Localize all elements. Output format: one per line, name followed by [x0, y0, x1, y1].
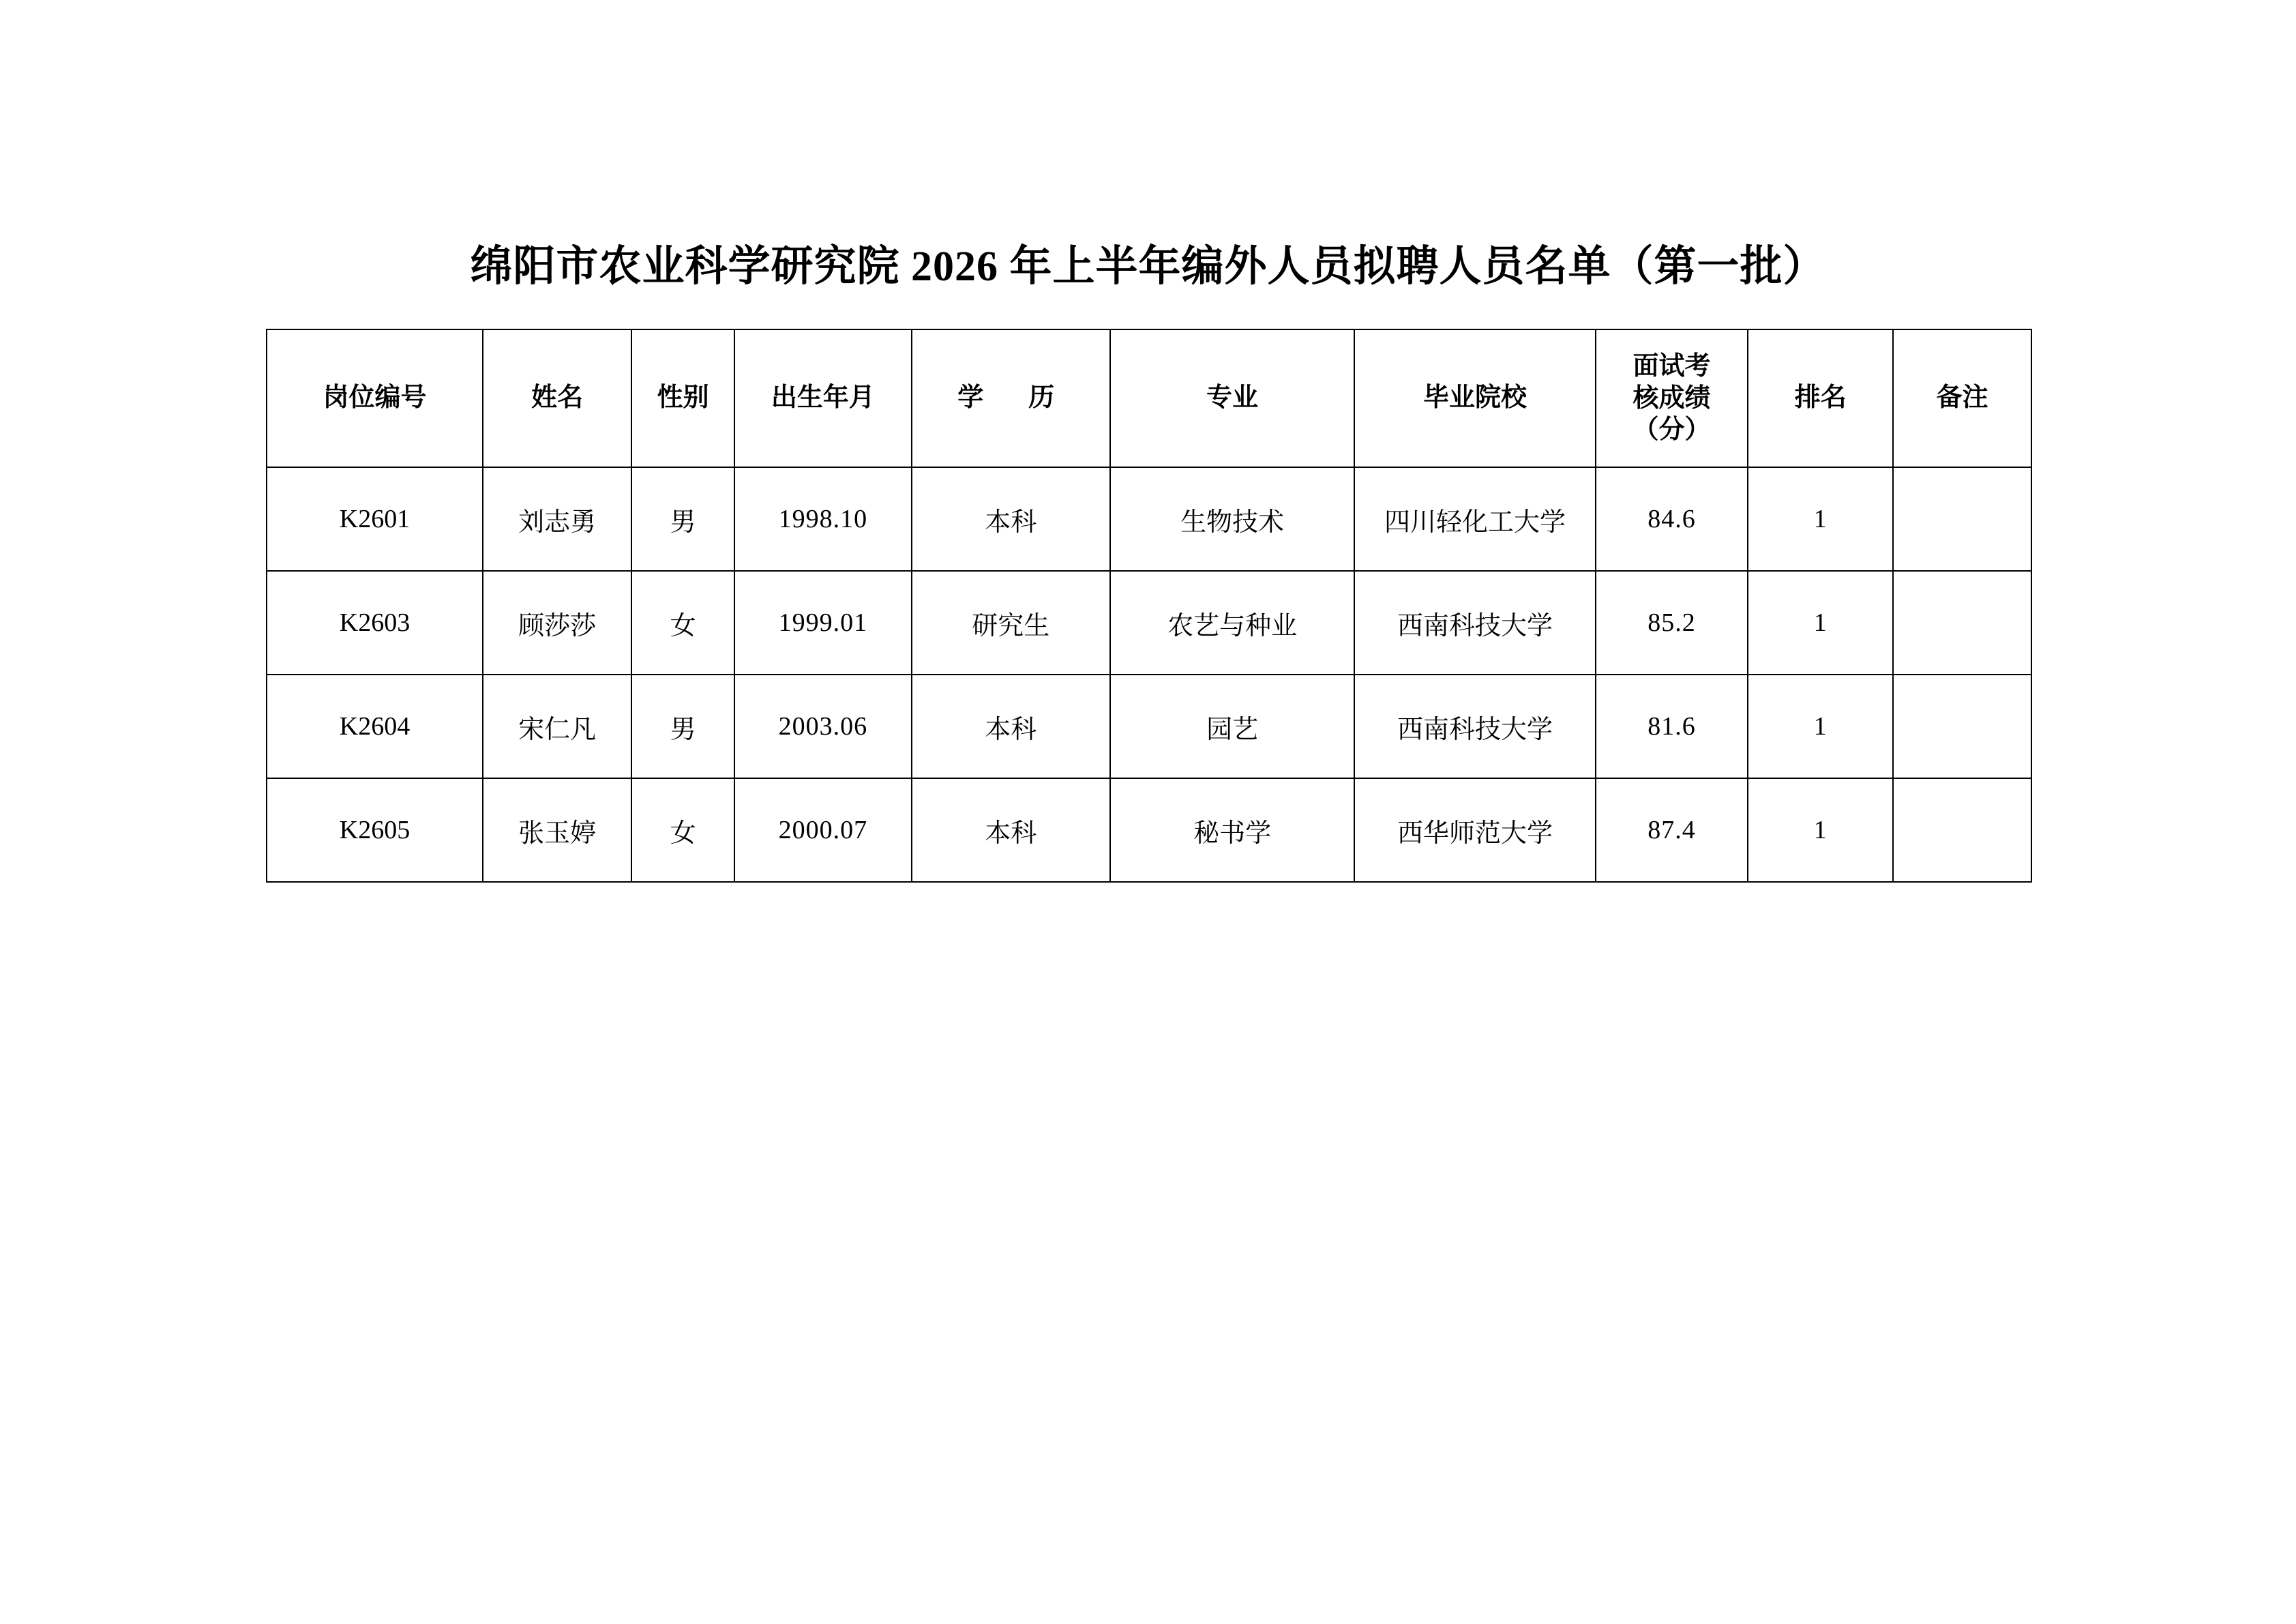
cell-remark: [1893, 778, 2031, 882]
cell-birth: 1998.10: [734, 467, 912, 571]
table-row: [267, 778, 2031, 882]
cell-code: K2604: [267, 675, 483, 778]
cell-major: 园艺: [1110, 675, 1355, 778]
cell-code: K2603: [267, 571, 483, 675]
header-cell-birth: 出生年月: [734, 329, 912, 467]
header-score-line1: 面试考: [1632, 352, 1711, 381]
cell-education: 研究生: [912, 571, 1110, 675]
cell-education: 本科: [912, 778, 1110, 882]
cell-rank: 1: [1748, 571, 1893, 675]
table-body: [267, 467, 2031, 882]
header-cell-name: 姓名: [483, 329, 631, 467]
cell-major: 生物技术: [1110, 467, 1355, 571]
cell-birth: 2000.07: [734, 778, 912, 882]
cell-gender: 女: [631, 571, 734, 675]
cell-school: 西南科技大学: [1354, 675, 1595, 778]
header-cell-school: 毕业院校: [1354, 329, 1595, 467]
header-cell-education: 学 历: [912, 329, 1110, 467]
cell-rank: 1: [1748, 675, 1893, 778]
table-header: [267, 329, 2031, 467]
table-row: [267, 675, 2031, 778]
cell-gender: 男: [631, 467, 734, 571]
cell-school: 四川轻化工大学: [1354, 467, 1595, 571]
cell-gender: 男: [631, 675, 734, 778]
table-row: [267, 571, 2031, 675]
cell-name: 顾莎莎: [483, 571, 631, 675]
cell-code: K2601: [267, 467, 483, 571]
cell-school: 西华师范大学: [1354, 778, 1595, 882]
header-cell-remark: 备注: [1893, 329, 2031, 467]
cell-major: 秘书学: [1110, 778, 1355, 882]
header-cell-code: 岗位编号: [267, 329, 483, 467]
cell-school: 西南科技大学: [1354, 571, 1595, 675]
cell-score: 87.4: [1596, 778, 1748, 882]
header-cell-major: 专业: [1110, 329, 1355, 467]
cell-score: 81.6: [1596, 675, 1748, 778]
roster-table: [266, 329, 2032, 883]
table-row: [267, 467, 2031, 571]
cell-birth: 2003.06: [734, 675, 912, 778]
header-row: [267, 329, 2031, 467]
cell-code: K2605: [267, 778, 483, 882]
cell-score: 85.2: [1596, 571, 1748, 675]
page-title: 绵阳市农业科学研究院 2026 年上半年编外人员拟聘人员名单（第一批）: [470, 243, 1826, 290]
cell-major: 农艺与种业: [1110, 571, 1355, 675]
header-score-line2: 核成绩: [1632, 383, 1711, 413]
cell-score: 84.6: [1596, 467, 1748, 571]
cell-education: 本科: [912, 675, 1110, 778]
header-cell-score: [1596, 329, 1748, 467]
cell-birth: 1999.01: [734, 571, 912, 675]
cell-remark: [1893, 571, 2031, 675]
cell-name: 刘志勇: [483, 467, 631, 571]
cell-remark: [1893, 675, 2031, 778]
header-cell-gender: 性别: [631, 329, 734, 467]
cell-rank: 1: [1748, 778, 1893, 882]
cell-education: 本科: [912, 467, 1110, 571]
cell-remark: [1893, 467, 2031, 571]
cell-gender: 女: [631, 778, 734, 882]
roster-table-container: [266, 329, 2032, 883]
header-score-line3: （分）: [1632, 415, 1711, 445]
cell-name: 张玉婷: [483, 778, 631, 882]
cell-rank: 1: [1748, 467, 1893, 571]
cell-name: 宋仁凡: [483, 675, 631, 778]
header-cell-rank: 排名: [1748, 329, 1893, 467]
